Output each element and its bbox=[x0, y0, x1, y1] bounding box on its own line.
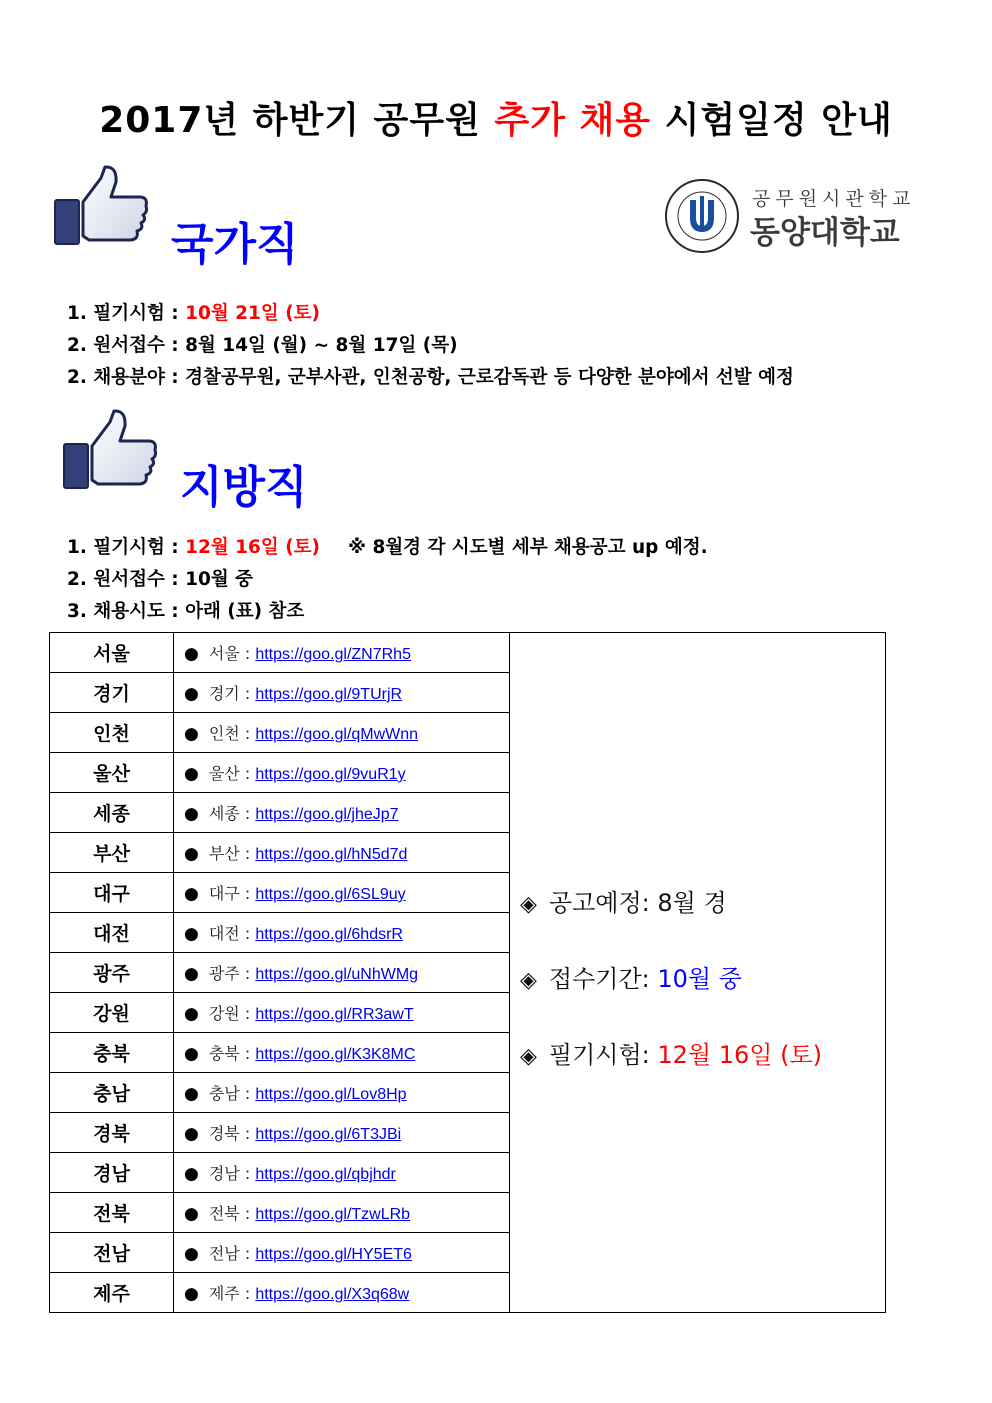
local-line-2 bbox=[67, 565, 253, 591]
region-name: 경남 bbox=[50, 1153, 174, 1193]
region-link-cell bbox=[174, 793, 510, 833]
region-link-separator: : bbox=[239, 964, 256, 983]
local-line-1-label: 1. 필기시험 : bbox=[67, 537, 186, 558]
diamond-icon: ◈ bbox=[520, 892, 537, 917]
summary-line bbox=[520, 1035, 822, 1111]
schedule-summary bbox=[510, 633, 886, 1313]
region-link[interactable]: https://goo.gl/HY5ET6 bbox=[255, 1246, 412, 1263]
region-name: 광주 bbox=[50, 953, 174, 993]
region-link-cell bbox=[174, 1113, 510, 1153]
region-link[interactable]: https://goo.gl/X3q68w bbox=[255, 1286, 410, 1303]
region-link-cell bbox=[174, 953, 510, 993]
region-link[interactable]: https://goo.gl/6SL9uy bbox=[255, 886, 406, 903]
region-name: 대전 bbox=[50, 913, 174, 953]
region-link-separator: : bbox=[239, 1284, 256, 1303]
diamond-icon: ◈ bbox=[520, 968, 537, 993]
summary-value: 12월 16일 (토) bbox=[657, 1041, 822, 1069]
region-link[interactable]: https://goo.gl/uNhWMg bbox=[255, 966, 419, 983]
bullet-icon: ● bbox=[184, 724, 199, 744]
region-link-separator: : bbox=[239, 1084, 256, 1103]
national-exam-date: 10월 21일 (토) bbox=[185, 303, 321, 324]
region-name: 전북 bbox=[50, 1193, 174, 1233]
national-line-1-label: 1. 필기시험 : bbox=[67, 303, 186, 324]
region-link[interactable]: https://goo.gl/hN5d7d bbox=[255, 846, 408, 863]
region-link[interactable]: https://goo.gl/qMwWnn bbox=[255, 726, 419, 743]
bullet-icon: ● bbox=[184, 804, 199, 824]
table-row bbox=[50, 633, 886, 673]
region-link-separator: : bbox=[239, 1244, 256, 1263]
region-name: 인천 bbox=[50, 713, 174, 753]
region-link-label: 서울 bbox=[208, 644, 240, 663]
region-link-separator: : bbox=[239, 724, 256, 743]
page-title bbox=[0, 92, 992, 143]
region-link-separator: : bbox=[239, 844, 256, 863]
region-link[interactable]: https://goo.gl/jheJp7 bbox=[255, 806, 399, 823]
bullet-icon: ● bbox=[184, 1284, 199, 1304]
region-link-cell bbox=[174, 633, 510, 673]
region-link-separator: : bbox=[239, 924, 256, 943]
region-name: 충북 bbox=[50, 1033, 174, 1073]
region-link-cell bbox=[174, 1233, 510, 1273]
national-line-2-label: 2. 원서접수 : 8월 14일 (월) ~ 8월 17일 (목) bbox=[67, 335, 458, 356]
region-link-label: 세종 bbox=[208, 804, 240, 823]
region-link-separator: : bbox=[239, 1004, 256, 1023]
region-link-label: 경남 bbox=[208, 1164, 240, 1183]
bullet-icon: ● bbox=[184, 844, 199, 864]
local-note: ※ 8월경 각 시도별 세부 채용공고 up 예정. bbox=[348, 537, 708, 558]
bullet-icon: ● bbox=[184, 1004, 199, 1024]
region-link[interactable]: https://goo.gl/qbjhdr bbox=[255, 1166, 396, 1183]
region-link[interactable]: https://goo.gl/TzwLRb bbox=[255, 1206, 411, 1223]
bullet-icon: ● bbox=[184, 1244, 199, 1264]
national-line-3-label: 2. 채용분야 : 경찰공무원, 군부사관, 인천공항, 근로감독관 등 다양한 분야에서 선발 예정 bbox=[67, 367, 794, 388]
region-link-separator: : bbox=[239, 764, 256, 783]
region-link-separator: : bbox=[239, 1044, 256, 1063]
local-line-1 bbox=[67, 533, 708, 559]
region-link-cell bbox=[174, 1073, 510, 1113]
region-link[interactable]: https://goo.gl/9TUrjR bbox=[255, 686, 403, 703]
region-link-label: 대구 bbox=[208, 884, 240, 903]
region-link-label: 전남 bbox=[208, 1244, 240, 1263]
region-link-separator: : bbox=[239, 804, 256, 823]
summary-value: 8월 경 bbox=[657, 889, 727, 917]
region-link-separator: : bbox=[239, 1204, 256, 1223]
region-name: 충남 bbox=[50, 1073, 174, 1113]
region-link[interactable]: https://goo.gl/6T3JBi bbox=[255, 1126, 402, 1143]
region-name: 전남 bbox=[50, 1233, 174, 1273]
region-link-label: 울산 bbox=[208, 764, 240, 783]
region-name: 부산 bbox=[50, 833, 174, 873]
bullet-icon: ● bbox=[184, 764, 199, 784]
region-link-label: 인천 bbox=[208, 724, 240, 743]
bullet-icon: ● bbox=[184, 1044, 199, 1064]
bullet-icon: ● bbox=[184, 1124, 199, 1144]
national-line-1 bbox=[67, 299, 320, 325]
region-link[interactable]: https://goo.gl/9vuR1y bbox=[255, 766, 406, 783]
region-link-cell bbox=[174, 993, 510, 1033]
summary-line bbox=[520, 959, 822, 1035]
bullet-icon: ● bbox=[184, 684, 199, 704]
region-link-label: 전북 bbox=[208, 1204, 240, 1223]
bullet-icon: ● bbox=[184, 964, 199, 984]
thumbs-up-icon bbox=[53, 164, 149, 248]
local-line-3-label: 3. 채용시도 : 아래 (표) 참조 bbox=[67, 601, 305, 622]
summary-label: 공고예정: bbox=[548, 889, 658, 917]
region-link-cell bbox=[174, 913, 510, 953]
title-part1: 2017년 하반기 공무원 bbox=[99, 100, 495, 141]
region-link-cell bbox=[174, 873, 510, 913]
region-link-cell bbox=[174, 1193, 510, 1233]
local-line-2-label: 2. 원서접수 : 10월 중 bbox=[67, 569, 254, 590]
region-link[interactable]: https://goo.gl/ZN7Rh5 bbox=[255, 646, 411, 663]
region-link-cell bbox=[174, 1273, 510, 1313]
region-link[interactable]: https://goo.gl/K3K8MC bbox=[255, 1046, 416, 1063]
summary-label: 필기시험: bbox=[548, 1041, 658, 1069]
region-link-label: 부산 bbox=[208, 844, 240, 863]
region-link-cell bbox=[174, 753, 510, 793]
region-link-separator: : bbox=[239, 884, 256, 903]
region-link[interactable]: https://goo.gl/6hdsrR bbox=[255, 926, 403, 943]
region-name: 제주 bbox=[50, 1273, 174, 1313]
region-link-separator: : bbox=[239, 644, 256, 663]
region-name: 울산 bbox=[50, 753, 174, 793]
region-name: 경북 bbox=[50, 1113, 174, 1153]
summary-value: 10월 중 bbox=[657, 965, 742, 993]
title-highlight: 추가 채용 bbox=[494, 100, 652, 141]
region-link[interactable]: https://goo.gl/RR3awT bbox=[255, 1006, 414, 1023]
region-link-cell bbox=[174, 1033, 510, 1073]
region-link-cell bbox=[174, 833, 510, 873]
region-name: 세종 bbox=[50, 793, 174, 833]
logo-subtitle: 공무원시관학교 bbox=[752, 188, 916, 210]
region-link-label: 대전 bbox=[208, 924, 240, 943]
region-link-cell bbox=[174, 713, 510, 753]
national-line-2 bbox=[67, 331, 458, 357]
region-link-label: 광주 bbox=[208, 964, 240, 983]
national-heading: 국가직 bbox=[171, 219, 299, 270]
bullet-icon: ● bbox=[184, 924, 199, 944]
region-link-label: 제주 bbox=[208, 1284, 240, 1303]
university-seal-icon bbox=[664, 178, 740, 254]
bullet-icon: ● bbox=[184, 1204, 199, 1224]
summary-line bbox=[520, 883, 822, 959]
bullet-icon: ● bbox=[184, 1164, 199, 1184]
region-link-label: 경기 bbox=[208, 684, 240, 703]
local-line-3 bbox=[67, 597, 304, 623]
region-name: 대구 bbox=[50, 873, 174, 913]
bullet-icon: ● bbox=[184, 1084, 199, 1104]
region-link-separator: : bbox=[239, 1124, 256, 1143]
university-logo bbox=[664, 178, 914, 256]
region-name: 강원 bbox=[50, 993, 174, 1033]
thumbs-up-icon bbox=[62, 408, 158, 492]
region-link[interactable]: https://goo.gl/Lov8Hp bbox=[255, 1086, 407, 1103]
region-link-label: 충북 bbox=[208, 1044, 240, 1063]
bullet-icon: ● bbox=[184, 884, 199, 904]
region-link-label: 충남 bbox=[208, 1084, 240, 1103]
bullet-icon: ● bbox=[184, 644, 199, 664]
region-link-label: 경북 bbox=[208, 1124, 240, 1143]
summary-label: 접수기간: bbox=[548, 965, 658, 993]
local-heading: 지방직 bbox=[180, 462, 308, 513]
region-link-cell bbox=[174, 1153, 510, 1193]
region-name: 경기 bbox=[50, 673, 174, 713]
national-line-3 bbox=[67, 363, 794, 389]
region-link-separator: : bbox=[239, 684, 256, 703]
region-link-cell bbox=[174, 673, 510, 713]
region-name: 서울 bbox=[50, 633, 174, 673]
diamond-icon: ◈ bbox=[520, 1044, 537, 1069]
region-link-label: 강원 bbox=[208, 1004, 240, 1023]
title-part2: 시험일정 안내 bbox=[651, 100, 893, 141]
logo-name: 동양대학교 bbox=[750, 215, 900, 251]
regions-table bbox=[49, 632, 886, 1313]
region-link-separator: : bbox=[239, 1164, 256, 1183]
local-exam-date: 12월 16일 (토) bbox=[185, 537, 321, 558]
